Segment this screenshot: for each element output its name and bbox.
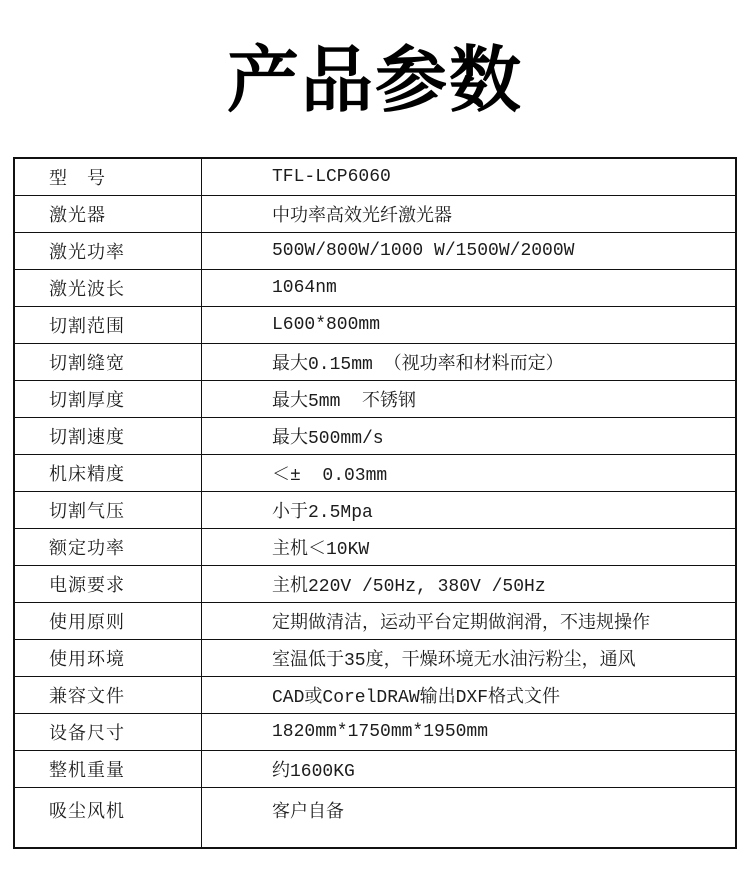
param-label: 整机重量 — [14, 751, 202, 788]
param-value: CAD或CorelDRAW输出DXF格式文件 — [202, 677, 737, 714]
param-label: 电源要求 — [14, 566, 202, 603]
table-row — [14, 418, 736, 455]
param-value: 最大5mm 不锈钢 — [202, 381, 737, 418]
param-value: 中功率高效光纤激光器 — [202, 196, 737, 233]
table-row — [14, 751, 736, 788]
param-value: 定期做清洁，运动平台定期做润滑，不违规操作 — [202, 603, 737, 640]
param-value: 500W/800W/1000 W/1500W/2000W — [202, 233, 737, 270]
param-value: 1820mm*1750mm*1950mm — [202, 714, 737, 751]
param-value: 小于2.5Mpa — [202, 492, 737, 529]
param-label: 切割范围 — [14, 307, 202, 344]
table-row — [14, 492, 736, 529]
table-row — [14, 455, 736, 492]
table-row — [14, 344, 736, 381]
table-row — [14, 603, 736, 640]
param-label: 切割气压 — [14, 492, 202, 529]
spec-table — [13, 157, 737, 849]
param-label: 型 号 — [14, 158, 202, 196]
table-row — [14, 270, 736, 307]
table-row — [14, 196, 736, 233]
param-value: 约1600KG — [202, 751, 737, 788]
param-label: 激光波长 — [14, 270, 202, 307]
param-value: L600*800mm — [202, 307, 737, 344]
param-label: 激光功率 — [14, 233, 202, 270]
table-row — [14, 788, 736, 849]
param-value: TFL-LCP6060 — [202, 158, 737, 196]
param-label: 切割速度 — [14, 418, 202, 455]
table-row — [14, 158, 736, 196]
param-label: 使用环境 — [14, 640, 202, 677]
param-label: 吸尘风机 — [14, 788, 202, 849]
table-row — [14, 566, 736, 603]
table-row — [14, 233, 736, 270]
param-value: 最大500mm/s — [202, 418, 737, 455]
param-label: 兼容文件 — [14, 677, 202, 714]
param-value: 主机＜10KW — [202, 529, 737, 566]
param-label: 机床精度 — [14, 455, 202, 492]
table-row — [14, 529, 736, 566]
spec-table-body — [14, 158, 736, 848]
param-value: 主机220V /50Hz, 380V /50Hz — [202, 566, 737, 603]
param-label: 使用原则 — [14, 603, 202, 640]
param-label: 额定功率 — [14, 529, 202, 566]
page-title: 产品参数 — [226, 38, 523, 122]
table-row — [14, 714, 736, 751]
param-label: 设备尺寸 — [14, 714, 202, 751]
param-value: 最大0.15mm （视功率和材料而定） — [202, 344, 737, 381]
param-label: 激光器 — [14, 196, 202, 233]
table-row — [14, 677, 736, 714]
param-value: 室温低于35度，干燥环境无水油污粉尘，通风 — [202, 640, 737, 677]
table-row — [14, 640, 736, 677]
table-row — [14, 381, 736, 418]
param-value: 客户自备 — [202, 788, 737, 849]
param-value: ＜± 0.03mm — [202, 455, 737, 492]
param-value: 1064nm — [202, 270, 737, 307]
param-label: 切割缝宽 — [14, 344, 202, 381]
param-label: 切割厚度 — [14, 381, 202, 418]
table-row — [14, 307, 736, 344]
